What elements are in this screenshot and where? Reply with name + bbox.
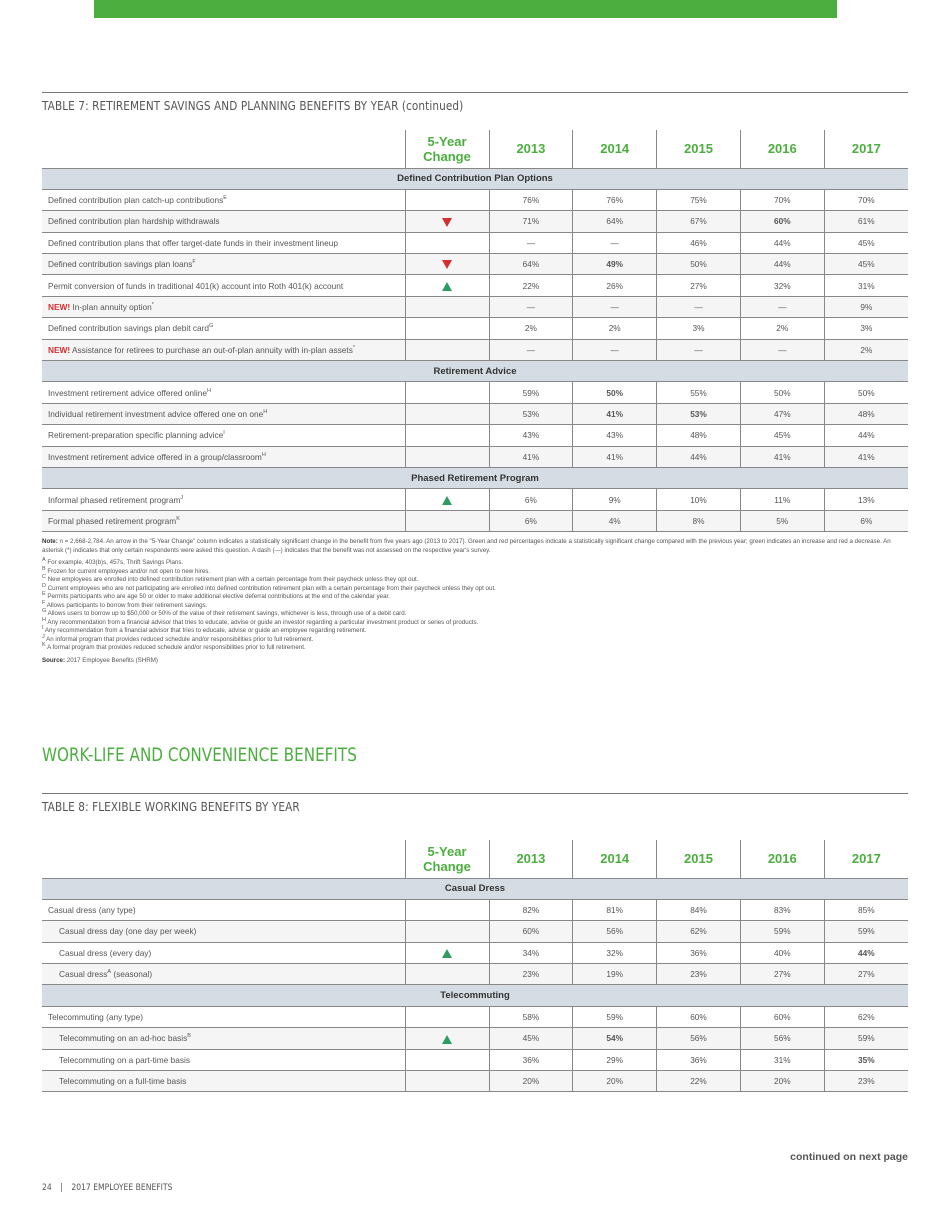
table7-value-cell: 41% bbox=[573, 403, 657, 424]
table7-change-cell bbox=[405, 318, 489, 339]
table7-value-cell: 9% bbox=[824, 296, 908, 317]
table7-change-cell bbox=[405, 275, 489, 296]
table7-value-cell: 70% bbox=[824, 189, 908, 210]
table7-value-cell: 46% bbox=[657, 232, 741, 253]
table8-value-cell: 35% bbox=[824, 1049, 908, 1070]
table7-change-cell bbox=[405, 403, 489, 424]
footnote bbox=[42, 624, 908, 636]
table7-title-rule bbox=[42, 92, 908, 93]
table8-value-cell: 19% bbox=[573, 964, 657, 985]
footnote-marker: * bbox=[151, 302, 154, 309]
table7-category-row bbox=[42, 467, 908, 488]
table7-change-cell bbox=[405, 189, 489, 210]
benefit-name: Defined contribution savings plan loans bbox=[48, 259, 193, 270]
page-number: 24 bbox=[42, 1183, 52, 1193]
table7-value-cell: — bbox=[489, 339, 573, 360]
table8-row bbox=[42, 1028, 908, 1049]
table8-row-label bbox=[42, 1028, 405, 1049]
table7-row bbox=[42, 232, 908, 253]
table7-row bbox=[42, 189, 908, 210]
table7-change-cell bbox=[405, 425, 489, 446]
table7-notes bbox=[42, 538, 908, 665]
table7-value-cell: 44% bbox=[740, 254, 824, 275]
footnote-text: Current employees who are not participating are enrolled into defined contribution retirement plan with a certain percentage from their paycheck unless they opt out. bbox=[47, 584, 496, 592]
benefit-name: Investment retirement advice offered online bbox=[48, 387, 207, 398]
table8-value-cell: 81% bbox=[573, 899, 657, 920]
table7-row bbox=[42, 296, 908, 317]
table7-title: TABLE 7: RETIREMENT SAVINGS AND PLANNING BENEFITS BY YEAR (continued) bbox=[42, 98, 464, 113]
table7-value-cell: 6% bbox=[824, 510, 908, 531]
footnote-marker: B bbox=[187, 1033, 191, 1040]
table7-value-cell: 45% bbox=[740, 425, 824, 446]
table7-change-cell bbox=[405, 339, 489, 360]
page-footer bbox=[42, 1183, 172, 1193]
table8-header-change: 5-Year Change bbox=[405, 840, 489, 878]
benefit-name: Investment retirement advice offered in a group/classroom bbox=[48, 451, 262, 462]
table8-value-cell: 85% bbox=[824, 899, 908, 920]
table7-value-cell: 48% bbox=[657, 425, 741, 446]
top-accent-bar bbox=[94, 0, 837, 18]
table7-row bbox=[42, 510, 908, 531]
table8-value-cell: 56% bbox=[573, 921, 657, 942]
benefit-name-suffix: (seasonal) bbox=[111, 969, 153, 980]
table7-value-cell: 50% bbox=[573, 382, 657, 403]
table8-category-label: Casual Dress bbox=[42, 878, 908, 899]
table7-value-cell: 41% bbox=[489, 446, 573, 467]
table8-value-cell: 36% bbox=[489, 1049, 573, 1070]
table7-row bbox=[42, 318, 908, 339]
table8-value-cell: 56% bbox=[740, 1028, 824, 1049]
table8-value-cell: 54% bbox=[573, 1028, 657, 1049]
table8-value-cell: 32% bbox=[573, 942, 657, 963]
table7-value-cell: 11% bbox=[740, 489, 824, 510]
table8-change-cell bbox=[405, 1049, 489, 1070]
table7-value-cell: 41% bbox=[824, 446, 908, 467]
table7-value-cell: 26% bbox=[573, 275, 657, 296]
footnote-marker: A bbox=[107, 969, 112, 976]
table7-value-cell: — bbox=[573, 339, 657, 360]
footnote-text: A formal program that provides reduced schedule and/or responsibilities prior to full retirement. bbox=[47, 644, 306, 651]
table8-value-cell: 56% bbox=[657, 1028, 741, 1049]
benefit-name: Telecommuting (any type) bbox=[48, 1012, 143, 1023]
benefit-name: Casual dress day (one day per week) bbox=[59, 926, 197, 937]
table7-value-cell: 47% bbox=[740, 403, 824, 424]
source-label: Source: bbox=[42, 656, 66, 664]
footnote-marker: H bbox=[263, 409, 268, 416]
table7-value-cell: 61% bbox=[824, 211, 908, 232]
table7-row bbox=[42, 275, 908, 296]
footnote-mark: F bbox=[42, 599, 46, 606]
table7-header-year: 2014 bbox=[573, 130, 657, 168]
table7-header-change: 5-Year Change bbox=[405, 130, 489, 168]
decrease-arrow-icon bbox=[442, 218, 452, 227]
benefit-name: Defined contribution plan catch-up contributions bbox=[48, 195, 224, 206]
table7-category-label: Retirement Advice bbox=[42, 361, 908, 382]
table8-value-cell: 60% bbox=[740, 1006, 824, 1027]
footnote-text: For example, 403(b)s, 457s, Thrift Savings Plans. bbox=[47, 559, 184, 566]
table7-value-cell: 53% bbox=[489, 403, 573, 424]
table7-header-blank bbox=[42, 130, 405, 168]
table8-value-cell: 84% bbox=[657, 899, 741, 920]
footnote-mark: H bbox=[42, 616, 46, 623]
table7-value-cell: 2% bbox=[489, 318, 573, 339]
table7-value-cell: 3% bbox=[657, 318, 741, 339]
table7-value-cell: 75% bbox=[657, 189, 741, 210]
table7-value-cell: 76% bbox=[573, 189, 657, 210]
table8-value-cell: 59% bbox=[824, 1028, 908, 1049]
table8-value-cell: 23% bbox=[489, 964, 573, 985]
table8-value-cell: 59% bbox=[740, 921, 824, 942]
table8-value-cell: 60% bbox=[489, 921, 573, 942]
footnote-mark: J bbox=[42, 633, 45, 640]
footnote-text: Permits participants who are age 50 or older to make additional elective deferral contributions at the end of the calendar year. bbox=[47, 593, 390, 600]
table7-row bbox=[42, 382, 908, 403]
table7-row bbox=[42, 403, 908, 424]
table8-value-cell: 40% bbox=[740, 942, 824, 963]
table8-value-cell: 44% bbox=[824, 942, 908, 963]
table7-row-label bbox=[42, 296, 405, 317]
footnote-mark: K bbox=[42, 641, 46, 648]
table7-source bbox=[42, 657, 908, 666]
table7-row-label bbox=[42, 275, 405, 296]
table7-category-row bbox=[42, 361, 908, 382]
benefit-name: Casual dress bbox=[59, 969, 108, 980]
table7-change-cell bbox=[405, 382, 489, 403]
table8-value-cell: 83% bbox=[740, 899, 824, 920]
publication-name: 2017 EMPLOYEE BENEFITS bbox=[71, 1183, 173, 1193]
table8-value-cell: 59% bbox=[573, 1006, 657, 1027]
table7-row-label bbox=[42, 425, 405, 446]
table7-header-year: 2013 bbox=[489, 130, 573, 168]
table8-header-year: 2016 bbox=[740, 840, 824, 878]
table7-row-label bbox=[42, 189, 405, 210]
table7-value-cell: 50% bbox=[657, 254, 741, 275]
table7-value-cell: 32% bbox=[740, 275, 824, 296]
table8-header-blank bbox=[42, 840, 405, 878]
benefit-name: Defined contribution plan hardship withdrawals bbox=[48, 216, 220, 227]
footer-separator: | bbox=[60, 1183, 63, 1193]
table7-change-cell bbox=[405, 446, 489, 467]
benefit-name: Telecommuting on a part-time basis bbox=[59, 1054, 190, 1065]
increase-arrow-icon bbox=[442, 496, 452, 505]
table8-change-cell bbox=[405, 1071, 489, 1092]
table8-value-cell: 20% bbox=[740, 1071, 824, 1092]
table7-category-row bbox=[42, 168, 908, 189]
footnote bbox=[42, 633, 908, 645]
footnote-marker: F bbox=[192, 259, 196, 266]
footnote-text: Any recommendation from a financial advisor that tries to educate, advise or guide an employee regarding retirement. bbox=[44, 627, 367, 634]
table7-value-cell: 6% bbox=[489, 489, 573, 510]
benefit-name: Permit conversion of funds in traditional 401(k) account into Roth 401(k) account bbox=[48, 280, 344, 291]
table8-value-cell: 82% bbox=[489, 899, 573, 920]
table8-change-cell bbox=[405, 1028, 489, 1049]
table7-category-label: Defined Contribution Plan Options bbox=[42, 168, 908, 189]
table7-value-cell: 76% bbox=[489, 189, 573, 210]
table7-value-cell: 44% bbox=[824, 425, 908, 446]
footnote bbox=[42, 607, 908, 619]
table7-header-year: 2015 bbox=[657, 130, 741, 168]
benefit-name: Defined contribution plans that offer target-date funds in their investment lineup bbox=[48, 237, 338, 248]
table7-row-label bbox=[42, 232, 405, 253]
table8-change-cell bbox=[405, 921, 489, 942]
footnote bbox=[42, 573, 908, 585]
table8-row bbox=[42, 1006, 908, 1027]
footnote-marker: I bbox=[223, 430, 225, 437]
table7-value-cell: 44% bbox=[657, 446, 741, 467]
table7-row-label bbox=[42, 403, 405, 424]
table7-value-cell: 64% bbox=[489, 254, 573, 275]
section-heading: WORK-LIFE AND CONVENIENCE BENEFITS bbox=[42, 744, 357, 766]
table7-value-cell: 41% bbox=[740, 446, 824, 467]
table8-row bbox=[42, 964, 908, 985]
table7-value-cell: 5% bbox=[740, 510, 824, 531]
table7-value-cell: — bbox=[573, 296, 657, 317]
table7-value-cell: 50% bbox=[824, 382, 908, 403]
table8-row bbox=[42, 899, 908, 920]
table7-value-cell: — bbox=[489, 232, 573, 253]
table7-value-cell: 43% bbox=[573, 425, 657, 446]
table8-row bbox=[42, 942, 908, 963]
footnote-text: Any recommendation from a financial advisor that tries to educate, advise or guide an investor regarding a particular investment product or series of products. bbox=[47, 618, 479, 626]
table7-value-cell: 43% bbox=[489, 425, 573, 446]
footnote-mark: A bbox=[42, 556, 46, 563]
table7-value-cell: — bbox=[573, 232, 657, 253]
table8-header-year: 2014 bbox=[573, 840, 657, 878]
table7-change-cell bbox=[405, 211, 489, 232]
footnote-mark: D bbox=[42, 582, 46, 589]
new-badge: NEW! bbox=[48, 302, 71, 313]
footnote-mark: I bbox=[42, 624, 44, 631]
benefit-name: Informal phased retirement program bbox=[48, 494, 181, 505]
table7-row-label bbox=[42, 382, 405, 403]
table8-value-cell: 29% bbox=[573, 1049, 657, 1070]
table7-value-cell: 9% bbox=[573, 489, 657, 510]
table7-value-cell: 53% bbox=[657, 403, 741, 424]
footnote-mark: G bbox=[42, 607, 47, 614]
table8-value-cell: 23% bbox=[824, 1071, 908, 1092]
table8-value-cell: 27% bbox=[824, 964, 908, 985]
table7-value-cell: 31% bbox=[824, 275, 908, 296]
table8-value-cell: 20% bbox=[489, 1071, 573, 1092]
table7-change-cell bbox=[405, 254, 489, 275]
benefit-name: Casual dress (any type) bbox=[48, 905, 136, 916]
table7-value-cell: 70% bbox=[740, 189, 824, 210]
benefit-name: Assistance for retirees to purchase an out-of-plan annuity with in-plan assets bbox=[71, 344, 353, 355]
table8-row-label bbox=[42, 964, 405, 985]
footnote bbox=[42, 556, 908, 568]
table7-value-cell: 45% bbox=[824, 232, 908, 253]
table8-value-cell: 22% bbox=[657, 1071, 741, 1092]
continued-note: continued on next page bbox=[790, 1151, 908, 1163]
increase-arrow-icon bbox=[442, 1035, 452, 1044]
table8-value-cell: 62% bbox=[824, 1006, 908, 1027]
table8-row-label bbox=[42, 942, 405, 963]
table8-value-cell: 31% bbox=[740, 1049, 824, 1070]
table8-row-label bbox=[42, 899, 405, 920]
footnote-text: Allows participants to borrow from their retirement savings. bbox=[46, 601, 208, 609]
increase-arrow-icon bbox=[442, 282, 452, 291]
table7-value-cell: 49% bbox=[573, 254, 657, 275]
table8-header-year: 2013 bbox=[489, 840, 573, 878]
footnote-mark: B bbox=[42, 565, 46, 572]
footnote bbox=[42, 565, 908, 577]
new-badge: NEW! bbox=[48, 344, 71, 355]
footnote-mark: E bbox=[42, 590, 46, 597]
table7-row bbox=[42, 254, 908, 275]
table7-header-year: 2017 bbox=[824, 130, 908, 168]
footnote-mark: C bbox=[42, 573, 46, 580]
footnote-marker: G bbox=[208, 323, 214, 330]
footnote bbox=[42, 641, 908, 653]
source-text: 2017 Employee Benefits (SHRM) bbox=[66, 656, 158, 664]
footnote-marker: E bbox=[223, 195, 227, 202]
benefit-name: Telecommuting on an ad-hoc basis bbox=[59, 1033, 188, 1044]
table8-title-rule bbox=[42, 793, 908, 794]
table7-value-cell: 50% bbox=[740, 382, 824, 403]
table7-value-cell: 55% bbox=[657, 382, 741, 403]
benefit-name: Defined contribution savings plan debit card bbox=[48, 323, 209, 334]
table7-row bbox=[42, 211, 908, 232]
table7-value-cell: 48% bbox=[824, 403, 908, 424]
table8 bbox=[42, 840, 908, 1092]
benefit-name: Casual dress (every day) bbox=[59, 947, 152, 958]
table7-value-cell: 2% bbox=[740, 318, 824, 339]
table8-category-label: Telecommuting bbox=[42, 985, 908, 1006]
footnote-text: Frozen for current employees and/or not open to new hires. bbox=[47, 567, 211, 575]
table7-change-cell bbox=[405, 489, 489, 510]
footnote-marker: * bbox=[352, 345, 355, 352]
table7-value-cell: 4% bbox=[573, 510, 657, 531]
table7-value-cell: 2% bbox=[573, 318, 657, 339]
footnote-list bbox=[42, 556, 908, 653]
footnote bbox=[42, 590, 908, 602]
table8-row-label bbox=[42, 1006, 405, 1027]
table8-row bbox=[42, 1049, 908, 1070]
table7-value-cell: — bbox=[489, 296, 573, 317]
increase-arrow-icon bbox=[442, 949, 452, 958]
footnote-text: An informal program that provides reduced schedule and/or responsibilities prior to full retirement. bbox=[46, 635, 314, 643]
table7-change-cell bbox=[405, 510, 489, 531]
table7-value-cell: 10% bbox=[657, 489, 741, 510]
table8-change-cell bbox=[405, 964, 489, 985]
table7-value-cell: 71% bbox=[489, 211, 573, 232]
table7-row-label bbox=[42, 489, 405, 510]
benefit-name: Formal phased retirement program bbox=[48, 515, 177, 526]
footnote-text: Allows users to borrow up to $50,000 or 50% of the value of their retirement savings, whichever is less, through use of a debit card. bbox=[47, 610, 407, 617]
table8-value-cell: 34% bbox=[489, 942, 573, 963]
table8-value-cell: 36% bbox=[657, 942, 741, 963]
table7-value-cell: 41% bbox=[573, 446, 657, 467]
table7-row-label bbox=[42, 254, 405, 275]
table8-value-cell: 45% bbox=[489, 1028, 573, 1049]
note-text: n = 2,668-2,784. An arrow in the "5-Year Change" column indicates a statistically significant change in the benefit from five years ago (2013 to 2017). Green and red percentages indicate a statistically significant change compared with the previous year; green indicates an increase and red a decrease. An asterisk (*) indicates that only certain respondents were asked this question. A dash (—) indicates that the benefit was not assessed on the respective year's survey. bbox=[42, 538, 891, 554]
note-label: Note: bbox=[42, 538, 58, 545]
benefit-name: Telecommuting on a full-time basis bbox=[59, 1076, 187, 1087]
table7-row-label bbox=[42, 318, 405, 339]
table8-value-cell: 62% bbox=[657, 921, 741, 942]
table8-value-cell: 23% bbox=[657, 964, 741, 985]
table8-row bbox=[42, 921, 908, 942]
table7-row bbox=[42, 489, 908, 510]
footnote-text: New employees are enrolled into defined contribution retirement plan with a certain percentage from their paycheck unless they opt out. bbox=[47, 576, 419, 583]
table8-change-cell bbox=[405, 1006, 489, 1027]
table7-header-year: 2016 bbox=[740, 130, 824, 168]
table7-value-cell: 67% bbox=[657, 211, 741, 232]
table7-change-cell bbox=[405, 232, 489, 253]
footnote bbox=[42, 582, 908, 594]
table7-value-cell: 6% bbox=[489, 510, 573, 531]
table7-value-cell: 59% bbox=[489, 382, 573, 403]
table8-title: TABLE 8: FLEXIBLE WORKING BENEFITS BY YEAR bbox=[42, 799, 300, 814]
table8-category-row bbox=[42, 985, 908, 1006]
table7-row-label bbox=[42, 339, 405, 360]
footnote-marker: J bbox=[180, 494, 184, 501]
table7-row-label bbox=[42, 211, 405, 232]
table7-row bbox=[42, 446, 908, 467]
table7-value-cell: 3% bbox=[824, 318, 908, 339]
table7-value-cell: 22% bbox=[489, 275, 573, 296]
table8-change-cell bbox=[405, 899, 489, 920]
footnote-marker: H bbox=[206, 387, 211, 394]
table7-row-label bbox=[42, 510, 405, 531]
benefit-name: In-plan annuity option bbox=[72, 302, 152, 313]
table8-row-label bbox=[42, 921, 405, 942]
table7-value-cell: 60% bbox=[740, 211, 824, 232]
table8-header-year: 2015 bbox=[657, 840, 741, 878]
table7-row bbox=[42, 425, 908, 446]
table7-value-cell: 8% bbox=[657, 510, 741, 531]
table8-row bbox=[42, 1071, 908, 1092]
table8-value-cell: 59% bbox=[824, 921, 908, 942]
table7-value-cell: — bbox=[657, 296, 741, 317]
table7 bbox=[42, 130, 908, 532]
table7-row bbox=[42, 339, 908, 360]
table8-value-cell: 36% bbox=[657, 1049, 741, 1070]
benefit-name: Retirement-preparation specific planning advice bbox=[48, 430, 224, 441]
table7-value-cell: 44% bbox=[740, 232, 824, 253]
table7-value-cell: 45% bbox=[824, 254, 908, 275]
table7-value-cell: 2% bbox=[824, 339, 908, 360]
footnote bbox=[42, 616, 908, 628]
footnote bbox=[42, 599, 908, 611]
table7-change-cell bbox=[405, 296, 489, 317]
table8-row-label bbox=[42, 1049, 405, 1070]
table8-value-cell: 20% bbox=[573, 1071, 657, 1092]
decrease-arrow-icon bbox=[442, 260, 452, 269]
table7-value-cell: — bbox=[740, 339, 824, 360]
table7-category-label: Phased Retirement Program bbox=[42, 467, 908, 488]
footnote-marker: H bbox=[261, 452, 266, 458]
table8-category-row bbox=[42, 878, 908, 899]
table8-row-label bbox=[42, 1071, 405, 1092]
table8-change-cell bbox=[405, 942, 489, 963]
table8-value-cell: 27% bbox=[740, 964, 824, 985]
table8-header-year: 2017 bbox=[824, 840, 908, 878]
table7-row-label bbox=[42, 446, 405, 467]
table8-value-cell: 60% bbox=[657, 1006, 741, 1027]
table8-value-cell: 58% bbox=[489, 1006, 573, 1027]
table7-note bbox=[42, 538, 908, 555]
table7-value-cell: — bbox=[657, 339, 741, 360]
table7-value-cell: 27% bbox=[657, 275, 741, 296]
table7-value-cell: — bbox=[740, 296, 824, 317]
benefit-name: Individual retirement investment advice offered one on one bbox=[48, 408, 264, 419]
footnote-marker: K bbox=[176, 516, 180, 523]
table7-value-cell: 13% bbox=[824, 489, 908, 510]
table7-value-cell: 64% bbox=[573, 211, 657, 232]
